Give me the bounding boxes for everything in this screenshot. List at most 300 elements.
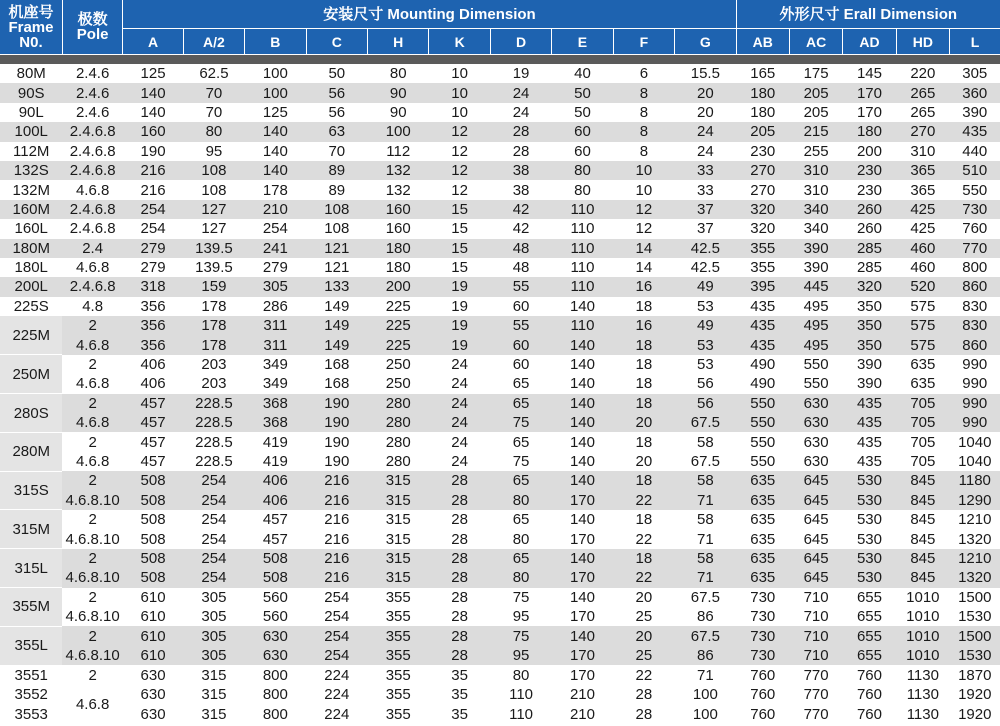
table-row <box>0 219 1000 238</box>
value-cell: 550 <box>736 413 789 432</box>
value-cell: 56 <box>697 375 714 393</box>
value-cell: 108 <box>183 161 244 180</box>
value-cell: 270 <box>750 181 776 199</box>
value-cell: 635 <box>736 491 789 510</box>
value-cell: 80 <box>574 181 591 199</box>
table-row <box>0 374 1000 393</box>
pole-cell: 2 <box>88 511 97 529</box>
value-cell: 1530 <box>958 608 992 626</box>
value-cell: 18 <box>613 394 674 413</box>
value-cell: 286 <box>262 297 288 315</box>
value-cell: 710 <box>789 646 842 665</box>
value-cell: 170 <box>856 103 882 121</box>
value-cell: 550 <box>736 394 789 413</box>
value-cell: 108 <box>324 220 350 238</box>
value-cell: 610 <box>123 646 183 665</box>
frame-cell: 112M <box>13 142 50 160</box>
value-cell: 110 <box>552 200 613 219</box>
value-cell: 80 <box>490 568 551 587</box>
table-row <box>0 142 1000 161</box>
value-cell: 1130 <box>906 686 939 704</box>
value-cell: 28 <box>429 471 490 490</box>
value-cell: 16 <box>613 316 674 335</box>
value-cell: 25 <box>613 646 674 665</box>
value-cell: 60 <box>552 122 613 141</box>
value-cell: 270 <box>896 122 949 141</box>
value-cell: 365 <box>910 181 936 199</box>
frame-cell: 280S <box>0 394 62 433</box>
frame-cell: 90L <box>18 103 44 121</box>
column-header: HD <box>896 29 949 55</box>
table-row <box>0 277 1000 296</box>
table-row <box>0 200 1000 219</box>
column-header: L <box>950 29 1000 55</box>
value-cell: 80 <box>490 491 551 510</box>
value-cell: 425 <box>896 200 949 219</box>
value-cell: 140 <box>569 297 595 315</box>
value-cell: 180 <box>843 122 896 141</box>
pole-cell: 2 <box>62 549 122 568</box>
frame-cell: 315M <box>0 510 62 549</box>
pole-cell: 2.4.6.8 <box>69 142 116 160</box>
value-cell: 210 <box>569 686 595 704</box>
value-cell: 610 <box>123 626 183 645</box>
value-cell: 255 <box>803 142 829 160</box>
value-cell: 860 <box>950 335 1000 354</box>
value-cell: 125 <box>262 103 288 121</box>
value-cell: 508 <box>123 491 183 510</box>
table-row <box>0 64 1000 83</box>
value-cell: 285 <box>843 239 896 258</box>
table-row <box>0 491 1000 510</box>
column-header: F <box>613 29 674 55</box>
value-cell: 630 <box>140 705 166 723</box>
value-cell: 149 <box>324 297 350 315</box>
value-cell: 1010 <box>906 588 940 606</box>
value-cell: 19 <box>429 277 490 296</box>
value-cell: 224 <box>324 686 350 704</box>
value-cell: 1040 <box>958 453 992 470</box>
value-cell: 220 <box>910 65 936 83</box>
value-cell: 1920 <box>958 705 992 723</box>
value-cell: 395 <box>736 277 789 296</box>
value-cell: 28 <box>429 646 490 665</box>
value-cell: 254 <box>183 491 244 510</box>
value-cell: 630 <box>245 646 306 665</box>
value-cell: 315 <box>368 471 429 490</box>
value-cell: 1010 <box>906 608 940 626</box>
value-cell: 305 <box>201 608 227 626</box>
value-cell: 139.5 <box>195 259 233 277</box>
value-cell: 15 <box>429 239 490 258</box>
value-cell: 180 <box>736 83 789 102</box>
value-cell: 1500 <box>950 626 1000 645</box>
value-cell: 170 <box>569 530 595 548</box>
value-cell: 315 <box>368 491 429 510</box>
value-cell: 22 <box>635 530 653 548</box>
value-cell: 18 <box>635 297 653 315</box>
value-cell: 80 <box>512 666 530 684</box>
value-cell: 710 <box>803 588 829 606</box>
value-cell: 100 <box>262 65 288 83</box>
value-cell: 110 <box>552 316 613 335</box>
value-cell: 730 <box>736 626 789 645</box>
value-cell: 705 <box>896 413 949 432</box>
pole-cell: 4.6.8 <box>75 181 110 199</box>
value-cell: 1290 <box>950 491 1000 510</box>
value-cell: 645 <box>789 568 842 587</box>
value-cell: 1010 <box>896 646 949 665</box>
value-cell: 178 <box>183 316 244 335</box>
pole-cell: 4.8 <box>82 297 104 315</box>
value-cell: 490 <box>750 375 776 393</box>
value-cell: 1130 <box>906 705 939 723</box>
value-cell: 510 <box>950 161 1000 180</box>
value-cell: 140 <box>569 433 595 451</box>
value-cell: 28 <box>429 626 490 645</box>
value-cell: 216 <box>140 181 166 199</box>
value-cell: 635 <box>750 530 776 548</box>
value-cell: 305 <box>201 588 227 606</box>
value-cell: 63 <box>306 122 367 141</box>
value-cell: 14 <box>613 239 674 258</box>
value-cell: 50 <box>574 103 591 121</box>
pole-cell: 2 <box>88 666 97 684</box>
value-cell: 110 <box>552 239 613 258</box>
value-cell: 630 <box>803 453 829 470</box>
value-cell: 53 <box>675 335 736 354</box>
value-cell: 178 <box>262 181 288 199</box>
value-cell: 254 <box>201 530 227 548</box>
value-cell: 165 <box>750 65 776 83</box>
value-cell: 406 <box>245 491 306 510</box>
value-cell: 435 <box>843 413 896 432</box>
value-cell: 260 <box>843 200 896 219</box>
value-cell: 315 <box>201 705 227 723</box>
value-cell: 90 <box>389 103 407 121</box>
value-cell: 460 <box>896 239 949 258</box>
frame-cell: 3551 <box>14 666 48 684</box>
value-cell: 655 <box>856 588 882 606</box>
value-cell: 406 <box>140 375 166 393</box>
frame-cell: 90S <box>0 83 62 102</box>
value-cell: 108 <box>306 200 367 219</box>
value-cell: 224 <box>324 705 350 723</box>
table-row <box>0 122 1000 141</box>
value-cell: 28 <box>635 686 653 704</box>
frame-cell: 132S <box>0 161 62 180</box>
value-cell: 15 <box>451 259 468 277</box>
value-cell: 100 <box>245 83 306 102</box>
value-cell: 80 <box>512 530 530 548</box>
value-cell: 58 <box>697 433 714 451</box>
value-cell: 645 <box>803 511 829 529</box>
value-cell: 24 <box>451 453 468 470</box>
value-cell: 435 <box>750 297 776 315</box>
value-cell: 53 <box>697 297 714 315</box>
value-cell: 58 <box>675 471 736 490</box>
value-cell: 520 <box>896 277 949 296</box>
frame-cell: 80M <box>16 65 46 83</box>
value-cell: 508 <box>140 511 166 529</box>
value-cell: 24 <box>675 122 736 141</box>
value-cell: 112 <box>386 142 411 160</box>
value-cell: 190 <box>140 142 166 160</box>
value-cell: 360 <box>950 83 1000 102</box>
column-header: AB <box>736 29 789 55</box>
pole-cell: 2.4.6 <box>75 65 110 83</box>
value-cell: 205 <box>789 83 842 102</box>
value-cell: 315 <box>385 511 411 529</box>
value-cell: 760 <box>856 666 882 684</box>
value-cell: 70 <box>183 83 244 102</box>
value-cell: 350 <box>856 297 882 315</box>
value-cell: 457 <box>123 413 183 432</box>
value-cell: 210 <box>569 705 595 723</box>
value-cell: 254 <box>183 549 244 568</box>
value-cell: 200 <box>856 142 882 160</box>
value-cell: 285 <box>856 259 882 277</box>
table-row <box>0 239 1000 258</box>
value-cell: 28 <box>429 568 490 587</box>
pole-cell: 2.4 <box>62 239 122 258</box>
value-cell: 1010 <box>896 626 949 645</box>
value-cell: 140 <box>140 103 166 121</box>
frame-cell: 280M <box>0 432 62 471</box>
value-cell: 770 <box>803 686 829 704</box>
value-cell: 1180 <box>950 471 1000 490</box>
pole-cell: 4.6.8 <box>62 413 122 432</box>
value-cell: 140 <box>569 375 595 393</box>
value-cell: 230 <box>843 161 896 180</box>
value-cell: 457 <box>262 511 288 529</box>
value-cell: 170 <box>569 608 595 626</box>
value-cell: 635 <box>910 356 936 374</box>
pole-cell: 2 <box>88 588 97 606</box>
value-cell: 1210 <box>958 511 992 529</box>
frame-cell: 160M <box>0 200 62 219</box>
value-cell: 1870 <box>958 666 992 684</box>
pole-header-en: Pole <box>76 26 109 43</box>
column-header: AD <box>843 29 896 55</box>
value-cell: 127 <box>201 220 227 238</box>
value-cell: 280 <box>385 453 411 470</box>
value-cell: 35 <box>451 666 468 684</box>
value-cell: 845 <box>896 568 949 587</box>
column-header: B <box>245 29 306 55</box>
value-cell: 89 <box>306 161 367 180</box>
value-cell: 730 <box>750 588 776 606</box>
pole-cell: 4.6.8 <box>75 259 110 277</box>
value-cell: 730 <box>750 608 776 626</box>
value-cell: 140 <box>245 161 306 180</box>
value-cell: 67.5 <box>690 588 720 606</box>
value-cell: 48 <box>512 259 530 277</box>
value-cell: 28 <box>451 511 468 529</box>
value-cell: 71 <box>675 491 736 510</box>
value-cell: 210 <box>245 200 306 219</box>
value-cell: 42.5 <box>675 239 736 258</box>
value-cell: 305 <box>183 626 244 645</box>
value-cell: 530 <box>856 511 882 529</box>
value-cell: 22 <box>613 491 674 510</box>
value-cell: 390 <box>856 356 882 374</box>
value-cell: 560 <box>262 608 288 626</box>
frame-cell: 132M <box>12 181 50 199</box>
value-cell: 355 <box>385 588 411 606</box>
value-cell: 50 <box>328 65 346 83</box>
value-cell: 320 <box>750 220 776 238</box>
value-cell: 315 <box>201 686 227 704</box>
value-cell: 770 <box>950 239 1000 258</box>
frame-cell: 225M <box>0 316 62 355</box>
value-cell: 225 <box>385 297 411 315</box>
value-cell: 250 <box>385 375 411 393</box>
value-cell: 655 <box>843 646 896 665</box>
value-cell: 18 <box>613 549 674 568</box>
value-cell: 230 <box>750 142 776 160</box>
value-cell: 170 <box>552 491 613 510</box>
frame-cell: 160L <box>14 220 48 238</box>
value-cell: 28 <box>512 142 530 160</box>
value-cell: 225 <box>368 335 429 354</box>
value-cell: 216 <box>324 530 350 548</box>
value-cell: 635 <box>736 568 789 587</box>
value-cell: 760 <box>856 705 882 723</box>
value-cell: 1530 <box>950 646 1000 665</box>
value-cell: 216 <box>123 161 183 180</box>
value-cell: 140 <box>569 588 595 606</box>
pole-cell: 4.6.8.10 <box>62 646 122 665</box>
value-cell: 24 <box>451 433 468 451</box>
value-cell: 645 <box>789 471 842 490</box>
value-cell: 310 <box>803 181 829 199</box>
value-cell: 250 <box>385 356 411 374</box>
column-header: A <box>123 29 183 55</box>
value-cell: 10 <box>635 181 653 199</box>
value-cell: 110 <box>570 259 595 277</box>
value-cell: 12 <box>613 200 674 219</box>
value-cell: 100 <box>368 122 429 141</box>
value-cell: 508 <box>140 530 166 548</box>
value-cell: 160 <box>123 122 183 141</box>
value-cell: 845 <box>910 530 936 548</box>
value-cell: 49 <box>675 277 736 296</box>
value-cell: 460 <box>910 259 936 277</box>
value-cell: 28 <box>451 530 468 548</box>
value-cell: 860 <box>950 277 1000 296</box>
value-cell: 28 <box>429 549 490 568</box>
value-cell: 121 <box>306 239 367 258</box>
value-cell: 95 <box>512 608 530 626</box>
value-cell: 18 <box>613 471 674 490</box>
value-cell: 33 <box>675 161 736 180</box>
value-cell: 71 <box>697 666 714 684</box>
value-cell: 340 <box>789 200 842 219</box>
value-cell: 228.5 <box>195 453 233 470</box>
value-cell: 800 <box>262 705 288 723</box>
value-cell: 71 <box>697 530 714 548</box>
value-cell: 508 <box>245 549 306 568</box>
value-cell: 19 <box>429 335 490 354</box>
pole-cell: 4.6.8 <box>75 375 110 393</box>
value-cell: 228.5 <box>183 413 244 432</box>
value-cell: 49 <box>675 316 736 335</box>
value-cell: 1040 <box>958 433 992 451</box>
table-row <box>0 588 1000 607</box>
value-cell: 315 <box>201 666 227 684</box>
value-cell: 170 <box>843 83 896 102</box>
value-cell: 53 <box>697 356 714 374</box>
pole-cell: 2 <box>62 626 122 645</box>
pole-cell: 2.4.6.8 <box>62 122 122 141</box>
table-row <box>0 665 1000 685</box>
value-cell: 645 <box>789 491 842 510</box>
table-row <box>0 83 1000 102</box>
value-cell: 228.5 <box>183 394 244 413</box>
value-cell: 140 <box>552 394 613 413</box>
frame-cell: 3552 <box>14 686 48 704</box>
value-cell: 180 <box>385 259 411 277</box>
value-cell: 635 <box>736 471 789 490</box>
value-cell: 42 <box>512 220 530 238</box>
value-cell: 990 <box>950 413 1000 432</box>
value-cell: 65 <box>490 471 551 490</box>
value-cell: 225 <box>368 316 429 335</box>
value-cell: 190 <box>306 394 367 413</box>
value-cell: 311 <box>245 335 306 354</box>
value-cell: 635 <box>750 511 776 529</box>
value-cell: 419 <box>262 453 288 470</box>
value-cell: 175 <box>803 65 829 83</box>
value-cell: 495 <box>789 316 842 335</box>
value-cell: 60 <box>574 142 591 160</box>
value-cell: 435 <box>950 122 1000 141</box>
value-cell: 80 <box>389 65 407 83</box>
table-row <box>0 335 1000 354</box>
value-cell: 705 <box>910 453 936 470</box>
value-cell: 530 <box>843 549 896 568</box>
value-cell: 1320 <box>958 530 992 548</box>
value-cell: 24 <box>451 356 468 374</box>
value-cell: 254 <box>201 511 227 529</box>
pole-header-cn: 极数 <box>77 11 108 28</box>
value-cell: 280 <box>368 394 429 413</box>
value-cell: 645 <box>803 530 829 548</box>
value-cell: 170 <box>569 666 595 684</box>
value-cell: 28 <box>429 491 490 510</box>
value-cell: 445 <box>789 277 842 296</box>
value-cell: 705 <box>910 433 936 451</box>
value-cell: 25 <box>635 608 653 626</box>
value-cell: 270 <box>736 161 789 180</box>
value-cell: 80 <box>552 161 613 180</box>
value-cell: 419 <box>262 433 288 451</box>
column-header: G <box>675 29 736 55</box>
value-cell: 710 <box>789 626 842 645</box>
value-cell: 65 <box>512 433 530 451</box>
value-cell: 550 <box>803 375 829 393</box>
value-cell: 710 <box>803 608 829 626</box>
value-cell: 37 <box>675 200 736 219</box>
value-cell: 24 <box>697 142 714 160</box>
value-cell: 320 <box>843 277 896 296</box>
table-row <box>0 510 1000 529</box>
value-cell: 140 <box>569 453 595 470</box>
value-cell: 390 <box>803 259 829 277</box>
value-cell: 190 <box>306 413 367 432</box>
pole-cell: 4.6.8.10 <box>62 491 122 510</box>
